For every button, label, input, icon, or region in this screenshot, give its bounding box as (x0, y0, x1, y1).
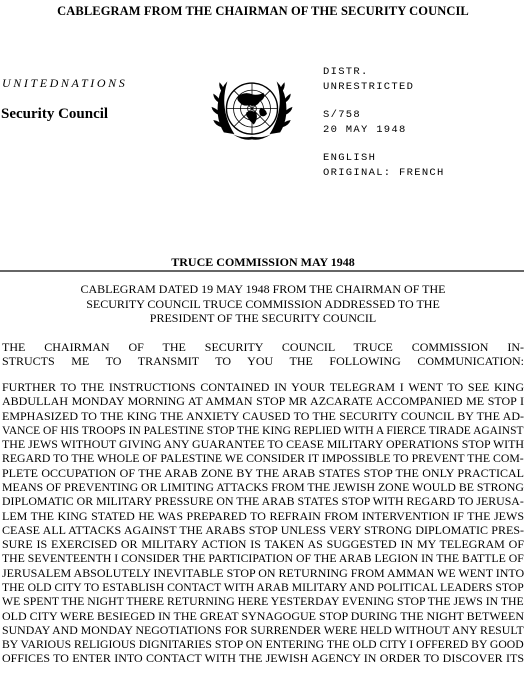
un-emblem-icon (208, 69, 296, 157)
body-line: CEASE ALL ATTACKS AGAINST THE ARABS STOP UNLESS VERY STRONG DIPLOMATIC PRES- (2, 522, 524, 537)
subject-line: PRESIDENT OF THE SECURITY COUNCIL (149, 311, 377, 326)
subject-line: SECURITY COUNCIL TRUCE COMMISSION ADDRESSED TO THE (86, 296, 440, 311)
body-line: LEM THE KING STATED HE WAS PREPARED TO REFRAIN FROM INTERVENTION IF THE JEWS (2, 508, 524, 523)
document-symbol: S/758 (323, 109, 362, 121)
intro-line: STRUCTS ME TO TRANSMIT TO YOU THE FOLLOWING COMMUNICATION: (2, 354, 524, 369)
body-line: DIPLOMATIC OR MILITARY PRESSURE ON THE ARAB STATES STOP WITH REGARD TO JERUSA- (2, 494, 524, 509)
body-line: SURE IS EXERCISED OR MILITARY ACTION IS TAKEN AS SUGGESTED IN MY TELEGRAM OF (2, 537, 524, 552)
cablegram-body (2, 380, 524, 666)
body-line: MEANS OF PREVENTING OR LIMITING ATTACKS FROM THE JEWISH ZONE WOULD BE STRONG (2, 479, 524, 494)
subject-line: CABLEGRAM DATED 19 MAY 1948 FROM THE CHAIRMAN OF THE (80, 282, 446, 296)
language-english: ENGLISH (323, 152, 377, 164)
distribution-label: DISTR. (323, 66, 369, 78)
body-line: EMPHASIZED TO THE KING THE ANXIETY CAUSED TO THE SECURITY COUNCIL BY THE AD- (2, 408, 524, 423)
distribution-value: UNRESTRICTED (323, 80, 415, 93)
intro-paragraph (2, 340, 524, 369)
body-line: PLETE OCCUPATION OF THE ARAB ZONE BY THE ARAB STATES STOP THE ONLY PRACTICAL (2, 465, 524, 480)
body-line: OLD CITY WERE BESIEGED IN THE GREAT SYNAGOGUE STOP DURING THE NIGHT BETWEEN (2, 608, 524, 623)
body-line: OFFICES TO ENTER INTO CONTACT WITH THE JEWISH AGENCY IN ORDER TO DISCOVER ITS (2, 651, 524, 666)
language-original: ORIGINAL: FRENCH (323, 166, 445, 179)
organization-name: UNITEDNATIONS (2, 76, 128, 90)
language-block (323, 151, 445, 180)
body-line: THE JEWS WITHOUT GIVING ANY GUARANTEE TO CEASE MILITARY OPERATIONS STOP WITH (2, 437, 525, 452)
distribution-block (323, 65, 414, 94)
body-line: THE OLD CITY TO ESTABLISH CONTACT WITH ARAB MILITARY AND POLITICAL LEADERS STOP (2, 579, 524, 594)
symbol-date-block (323, 108, 407, 137)
body-line: THE SEVENTEENTH I CONSIDER THE PARTICIPATION OF THE ARAB LEGION IN THE BATTLE OF (2, 551, 524, 566)
intro-line: THE CHAIRMAN OF THE SECURITY COUNCIL TRUCE COMMISSION IN- (2, 340, 524, 354)
document-date: 20 MAY 1948 (323, 123, 407, 136)
body-line: VANCE OF HIS TROOPS IN PALESTINE STOP THE KING REPLIED WITH A FIERCE TIRADE AGAINST (2, 422, 524, 437)
section-title: TRUCE COMMISSION MAY 1948 (171, 255, 355, 269)
body-line: WE SPENT THE NIGHT THERE RETURNING HERE YESTERDAY EVENING STOP THE JEWS IN THE (2, 594, 524, 609)
body-line: JERUSALEM ABSOLUTELY INEVITABLE STOP ON RETURNING FROM AMMAN WE WENT INTO (2, 565, 525, 580)
body-line: SUNDAY AND MONDAY NEGOTIATIONS FOR SURRENDER WERE HELD WITHOUT ANY RESULT (2, 622, 524, 637)
body-line: ABDULLAH MONDAY MORNING AT AMMAN STOP MR AZCARATE ACCOMPANIED ME STOP I (2, 394, 524, 409)
horizontal-rule (0, 270, 524, 272)
council-name: Security Council (1, 106, 109, 122)
body-line: BY VARIOUS RELIGIOUS DIGNITARIES STOP ON ENTERING THE OLD CITY I OFFERED BY GOOD (2, 637, 524, 652)
document-heading: CABLEGRAM FROM THE CHAIRMAN OF THE SECURITY COUNCIL (57, 4, 469, 18)
body-line: REGARD TO THE WHOLE OF PALESTINE WE CONSIDER IT IMPOSSIBLE TO PREVENT THE COM- (2, 451, 524, 466)
subject-heading (0, 282, 526, 326)
body-line: FURTHER TO THE INSTRUCTIONS CONTAINED IN YOUR TELEGRAM I WENT TO SEE KING (2, 380, 524, 394)
